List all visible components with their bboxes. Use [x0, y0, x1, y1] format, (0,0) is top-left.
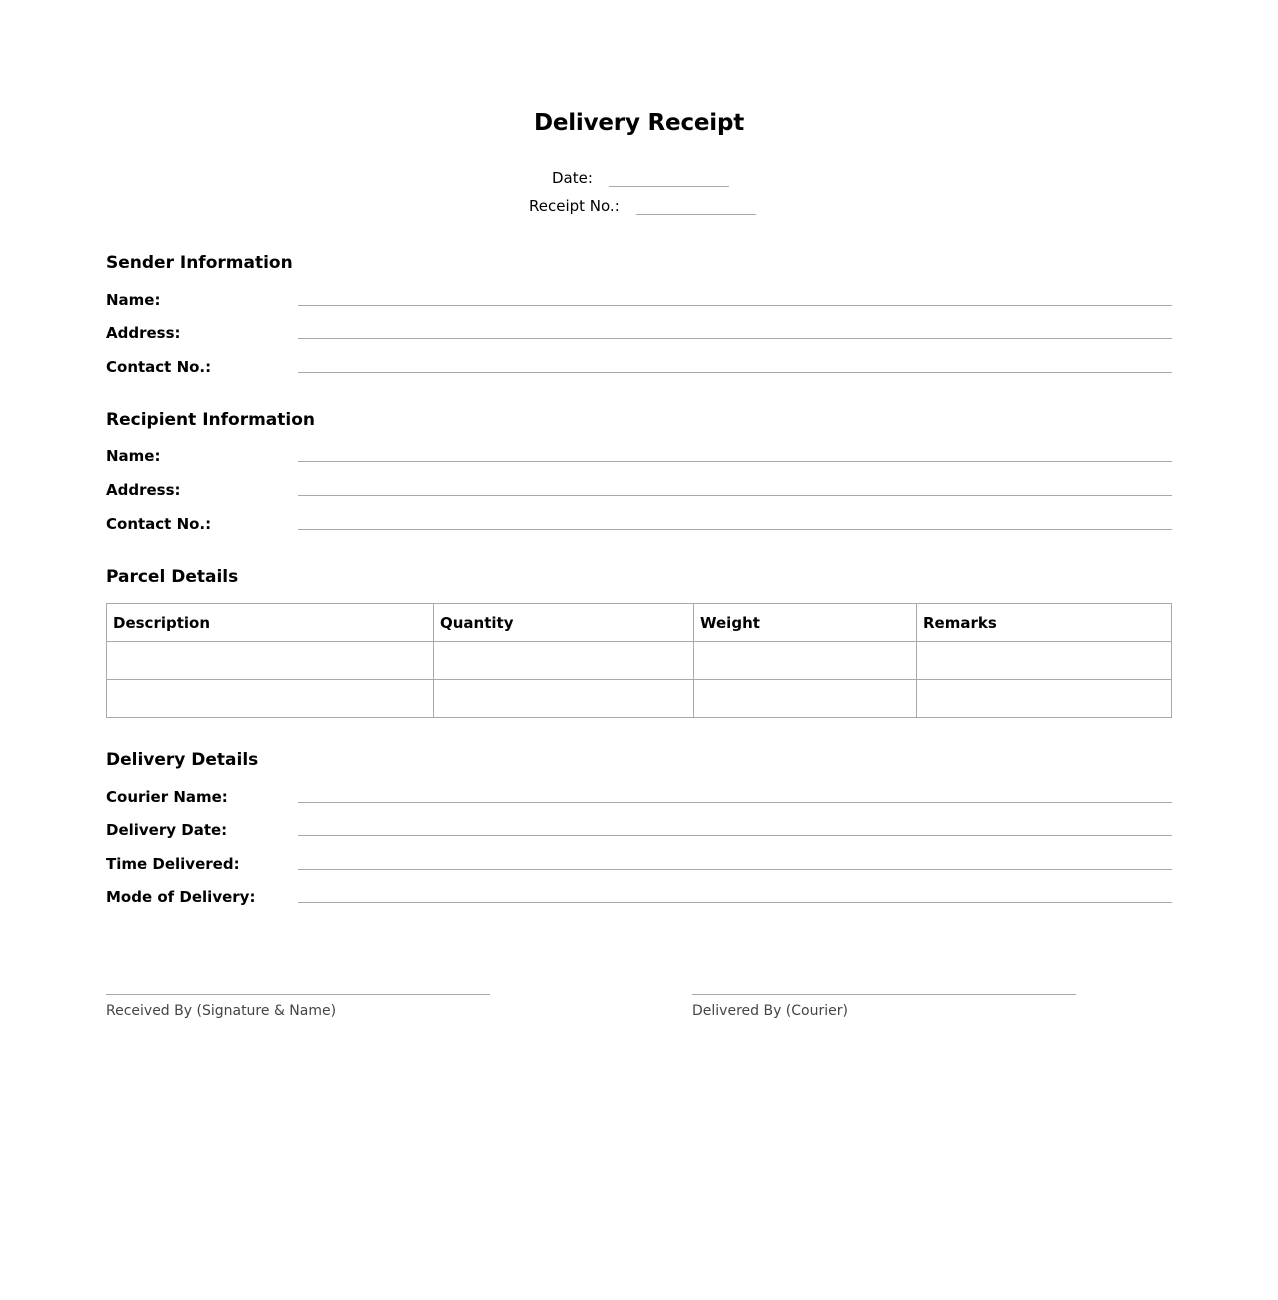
mode-of-delivery-label: Mode of Delivery: — [106, 888, 256, 906]
courier-name-label: Courier Name: — [106, 788, 228, 806]
recipient-name-field[interactable] — [298, 461, 1172, 462]
table-row — [107, 642, 1172, 680]
sender-contact-row — [106, 358, 1172, 378]
recipient-name-label: Name: — [106, 447, 161, 465]
cell-remarks[interactable] — [917, 680, 1172, 718]
mode-of-delivery-row — [106, 888, 1172, 908]
received-by-signature — [106, 994, 490, 1019]
receipt-no-label: Receipt No.: — [529, 197, 620, 215]
cell-quantity[interactable] — [434, 680, 694, 718]
cell-description[interactable] — [107, 680, 434, 718]
time-delivered-row — [106, 855, 1172, 875]
recipient-address-label: Address: — [106, 481, 181, 499]
sender-contact-label: Contact No.: — [106, 358, 212, 376]
parcel-header-row — [107, 604, 1172, 642]
receipt-no-row — [529, 197, 756, 215]
sender-address-label: Address: — [106, 324, 181, 342]
cell-remarks[interactable] — [917, 642, 1172, 680]
sender-address-row — [106, 324, 1172, 344]
cell-quantity[interactable] — [434, 642, 694, 680]
page-title: Delivery Receipt — [533, 110, 745, 136]
delivered-by-signature-line[interactable] — [692, 994, 1076, 995]
delivery-date-label: Delivery Date: — [106, 821, 228, 839]
delivery-date-field[interactable] — [298, 835, 1172, 836]
received-by-label: Received By (Signature & Name) — [106, 1003, 337, 1019]
recipient-address-field[interactable] — [298, 495, 1172, 496]
column-remarks: Remarks — [917, 604, 1172, 642]
recipient-contact-label: Contact No.: — [106, 515, 212, 533]
parcel-heading: Parcel Details — [106, 567, 239, 587]
date-field[interactable] — [609, 175, 729, 187]
sender-contact-field[interactable] — [298, 372, 1172, 373]
courier-name-row — [106, 788, 1172, 808]
parcel-table — [106, 603, 1172, 718]
delivery-date-row — [106, 821, 1172, 841]
delivered-by-signature — [692, 994, 1076, 1019]
recipient-contact-field[interactable] — [298, 529, 1172, 530]
table-row — [107, 680, 1172, 718]
column-description: Description — [107, 604, 434, 642]
sender-name-label: Name: — [106, 291, 161, 309]
column-quantity: Quantity — [434, 604, 694, 642]
time-delivered-field[interactable] — [298, 869, 1172, 870]
sender-heading: Sender Information — [106, 253, 293, 273]
mode-of-delivery-field[interactable] — [298, 902, 1172, 903]
date-label: Date: — [552, 169, 593, 187]
cell-weight[interactable] — [694, 642, 917, 680]
delivery-heading: Delivery Details — [106, 750, 259, 770]
time-delivered-label: Time Delivered: — [106, 855, 240, 873]
sender-name-row — [106, 291, 1172, 311]
recipient-heading: Recipient Information — [106, 410, 316, 430]
receipt-no-field[interactable] — [636, 203, 756, 215]
received-by-signature-line[interactable] — [106, 994, 490, 995]
sender-name-field[interactable] — [298, 305, 1172, 306]
cell-weight[interactable] — [694, 680, 917, 718]
sender-address-field[interactable] — [298, 338, 1172, 339]
recipient-contact-row — [106, 515, 1172, 535]
cell-description[interactable] — [107, 642, 434, 680]
column-weight: Weight — [694, 604, 917, 642]
delivered-by-label: Delivered By (Courier) — [692, 1003, 848, 1019]
date-row — [552, 169, 729, 187]
recipient-address-row — [106, 481, 1172, 501]
recipient-name-row — [106, 447, 1172, 467]
courier-name-field[interactable] — [298, 802, 1172, 803]
